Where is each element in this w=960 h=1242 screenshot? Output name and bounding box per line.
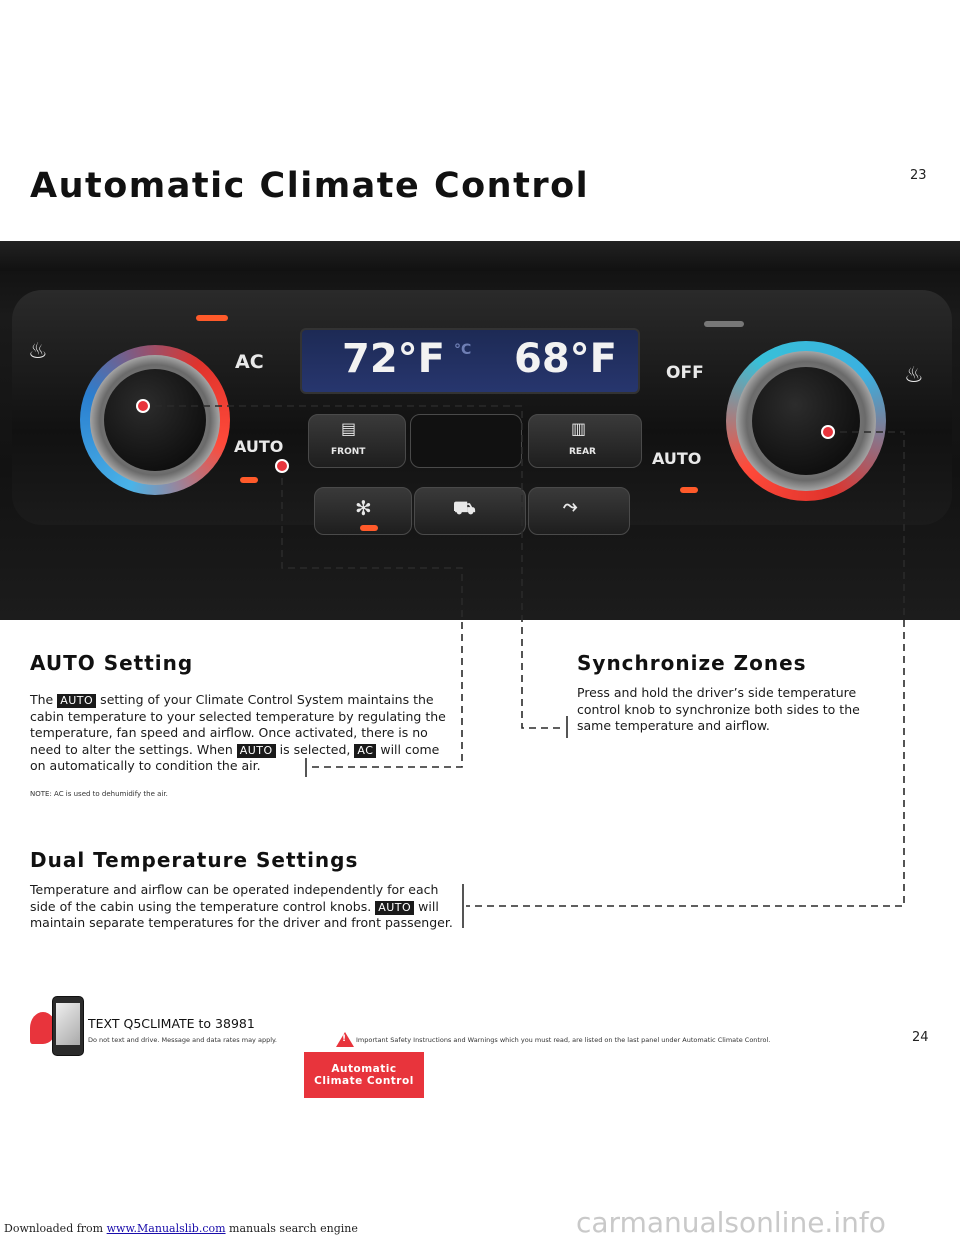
right-seat-heat-icon[interactable]: ♨ — [904, 363, 924, 388]
auto-setting-text-4: will come on automatically to condition the air. — [30, 741, 440, 773]
auto-tag: AUTO — [237, 744, 276, 758]
watermark: carmanualsonline.info — [576, 1206, 886, 1239]
auto-setting-text-1: The — [30, 692, 58, 707]
phone-screen — [56, 1003, 80, 1045]
page-number-bottom: 24 — [912, 1030, 929, 1045]
auto-setting-text-2: setting of your Climate Control System maintains the cabin temperature to your selected temperature by regulating the temperature, fan speed and airflow. Once activated, there is no need to alter the settings. When — [30, 692, 446, 757]
off-button[interactable]: OFF — [666, 363, 704, 383]
airflow-icon: ⤳ — [563, 496, 578, 517]
text-disclaimer: Do not text and drive. Message and data rates may apply. — [88, 1036, 277, 1044]
auto-setting-text-3: is selected, — [275, 741, 355, 757]
dual-temp-text-1: Temperature and airflow can be operated independently for each side of the cabin using the temperature control knobs. — [30, 882, 439, 914]
dual-temp-body — [30, 882, 455, 932]
synchronize-body: Press and hold the driver’s side temperature control knob to synchronize both sides to the same temperature and airflow. — [577, 685, 860, 733]
page-number-top: 23 — [910, 168, 927, 183]
page-title: Automatic Climate Control — [30, 166, 590, 206]
callout-dot-right-knob — [821, 425, 835, 439]
car-recirc-icon: ⛟ — [453, 498, 476, 519]
auto-tag: AUTO — [57, 694, 96, 708]
auto-setting-heading: AUTO Setting — [30, 651, 194, 675]
section-tab-line1: Automatic — [331, 1063, 397, 1075]
warning-symbol: ! — [342, 1034, 347, 1044]
auto-tag: AUTO — [375, 901, 414, 915]
section-tab-line2: Climate Control — [314, 1075, 414, 1087]
section-tab[interactable] — [304, 1052, 424, 1098]
sync-callout-line — [143, 406, 562, 728]
auto-button-left[interactable]: AUTO — [234, 437, 284, 456]
dual-temp-text-2: will maintain separate temperatures for the driver and front passenger. — [30, 898, 453, 930]
fan-icon: ✻ — [355, 496, 372, 520]
front-label: FRONT — [331, 447, 366, 457]
auto-setting-body — [30, 692, 450, 775]
ac-note: NOTE: AC is used to dehumidify the air. — [30, 790, 168, 798]
download-footer — [4, 1222, 358, 1235]
synchronize-heading: Synchronize Zones — [577, 651, 807, 675]
right-temp-readout: 68°F — [514, 336, 617, 382]
callout-dot-left-knob — [136, 399, 150, 413]
footer-prefix: Downloaded from — [4, 1222, 107, 1235]
manualslib-link[interactable]: www.Manualslib.com — [106, 1222, 226, 1235]
lcd-unit-hint: °C — [454, 342, 472, 358]
safety-warning-text: Important Safety Instructions and Warnings which you must read, are listed on the last panel under Automatic Climate Control. — [356, 1036, 771, 1044]
auto-button-right[interactable]: AUTO — [652, 449, 702, 468]
ac-tag: AC — [354, 744, 376, 758]
footer-suffix: manuals search engine — [225, 1222, 358, 1235]
callout-dot-auto — [275, 459, 289, 473]
front-defrost-icon: ▤ — [341, 419, 357, 438]
phone-icon — [52, 996, 84, 1056]
dual-temp-heading: Dual Temperature Settings — [30, 848, 359, 872]
ac-button[interactable]: AC — [235, 351, 264, 373]
text-cta: TEXT Q5CLIMATE to 38981 — [88, 1016, 255, 1031]
left-temp-readout: 72°F — [342, 336, 445, 382]
rear-label: REAR — [569, 447, 596, 457]
rear-defrost-icon: ▥ — [571, 419, 587, 438]
left-seat-heat-icon[interactable]: ♨ — [28, 339, 48, 364]
